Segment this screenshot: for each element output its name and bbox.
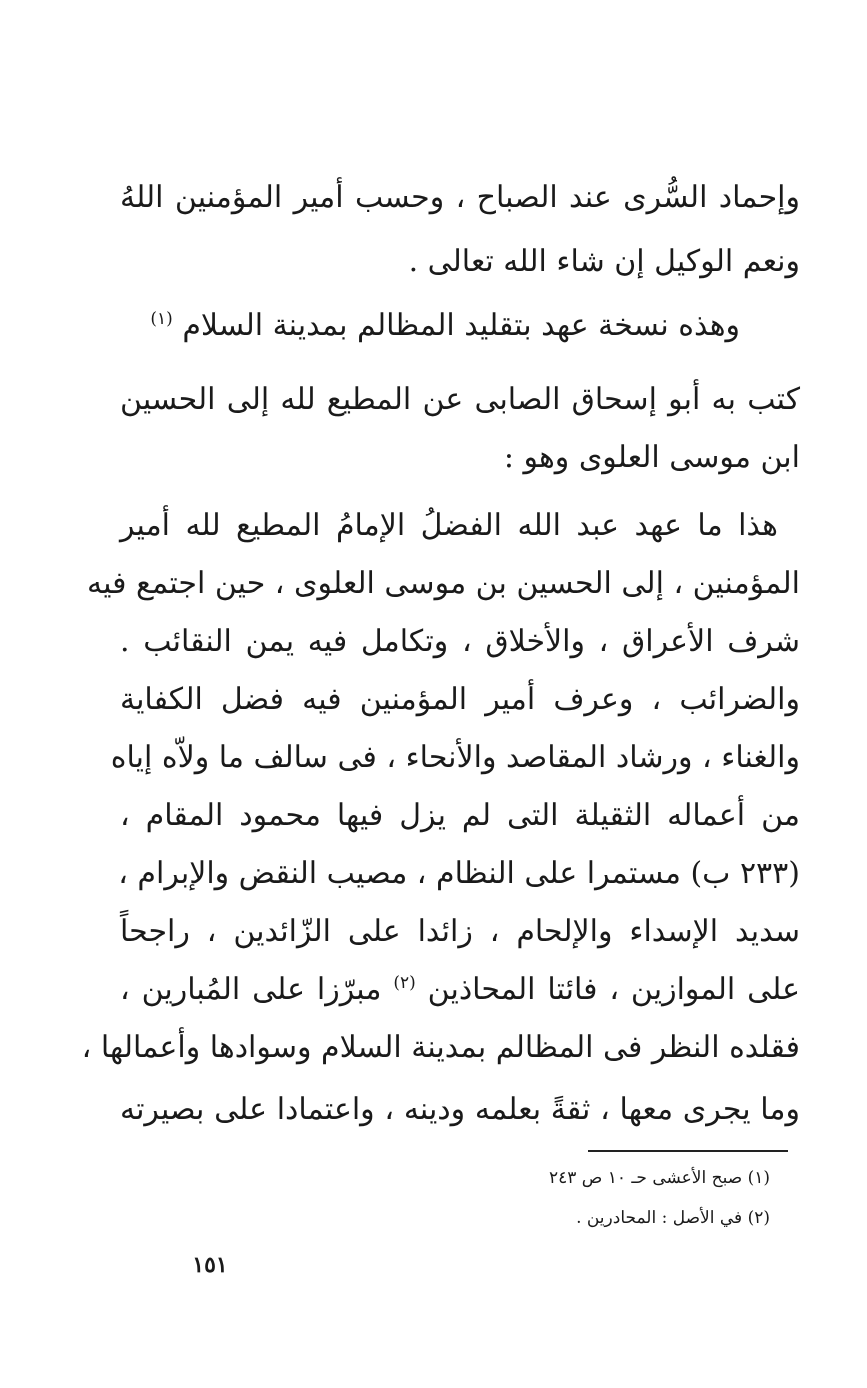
- text-line: هذا ما عهد عبد الله الفضلُ الإمامُ المطيع لله أمير: [120, 508, 778, 543]
- text-line: ابن موسى العلوى وهو :: [503, 440, 800, 475]
- text-line: شرف الأعراق ، والأخلاق ، وتكامل فيه يمن النقائب .: [120, 624, 800, 659]
- text-segment: على الموازين ، فائتا المحاذين: [427, 972, 800, 1007]
- text-line: والغناء ، ورشاد المقاصد والأنحاء ، فى سالف ما ولاّه إياه: [110, 740, 800, 775]
- footnote-2: (٢) في الأصل : المحادرين .: [576, 1208, 770, 1228]
- text-line: كتب به أبو إسحاق الصابى عن المطيع لله إلى الحسين: [120, 382, 800, 417]
- footnote-1: (١) صبح الأعشى حـ ١٠ ص ٢٤٣: [548, 1168, 770, 1188]
- footnote-separator: [588, 1150, 788, 1152]
- heading-text: وهذه نسخة عهد بتقليد المظالم بمدينة السلام: [182, 308, 740, 343]
- text-segment: مبرّزا على المُبارين ،: [120, 972, 382, 1007]
- text-line: فقلده النظر فى المظالم بمدينة السلام وسوادها وأعمالها ،: [81, 1030, 800, 1065]
- page-number: ١٥١: [192, 1252, 228, 1278]
- main-text: [81, 0, 800, 1140]
- text-line: [120, 970, 800, 1010]
- text-line: وما يجرى معها ، ثقةً بعلمه ودينه ، واعتمادا على بصيرته: [120, 1092, 800, 1127]
- text-line: سديد الإسداء والإلحام ، زائدا على الزّائدين ، راجحاً: [120, 914, 800, 949]
- text-line: (٢٣٣ ب) مستمرا على النظام ، مصيب النقض والإبرام ،: [118, 856, 800, 891]
- text-line: ونعم الوكيل إن شاء الله تعالى .: [408, 244, 800, 279]
- text-line: من أعماله الثقيلة التى لم يزل فيها محمود المقام ،: [120, 798, 800, 833]
- footnote-marker: (٢): [393, 973, 416, 993]
- text-line: والضرائب ، وعرف أمير المؤمنين فيه فضل الكفاية: [120, 682, 800, 717]
- section-heading: [120, 306, 740, 346]
- footnote-marker: (١): [150, 309, 173, 329]
- text-line: وإحماد السُّرى عند الصباح ، وحسب أمير المؤمنين اللهُ: [120, 180, 800, 215]
- text-line: المؤمنين ، إلى الحسين بن موسى العلوى ، حين اجتمع فيه: [87, 566, 800, 601]
